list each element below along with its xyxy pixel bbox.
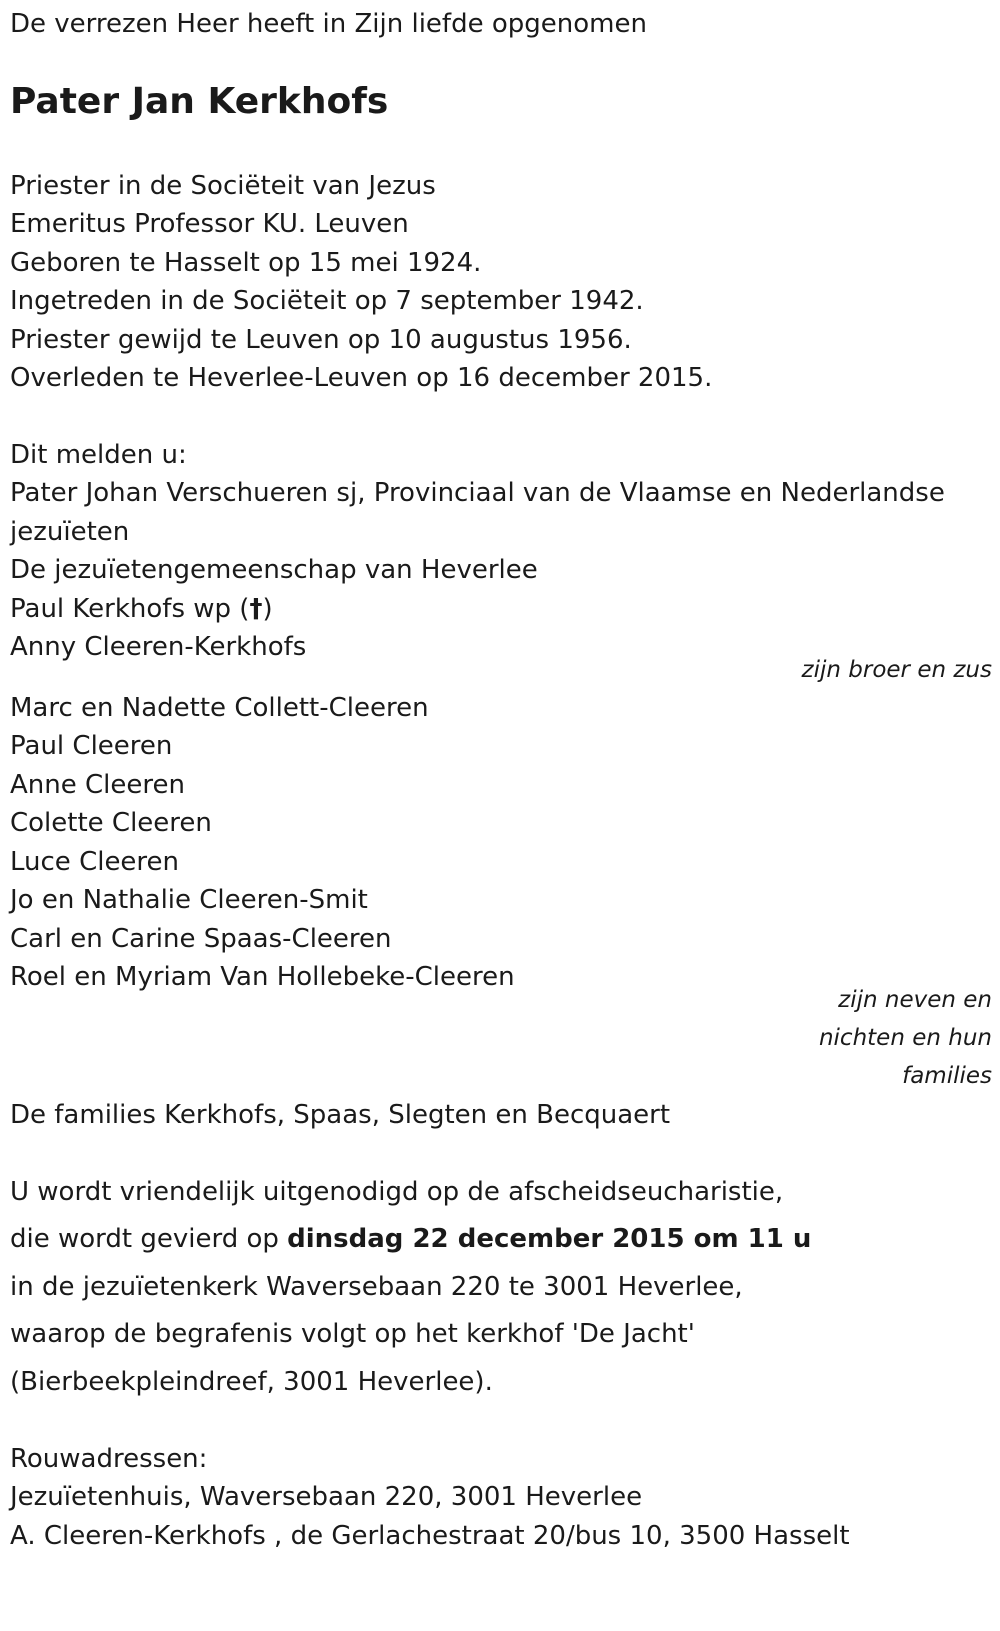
announcers-heading: Dit melden u: — [10, 440, 187, 470]
bio-line: Priester gewijd te Leuven op 10 augustus 1956. — [10, 325, 632, 355]
nephew-line: Marc en Nadette Collett-Cleeren — [10, 693, 429, 723]
relation-nephews-label: zijn neven en — [838, 987, 992, 1013]
relation-sibling-label: zijn broer en zus — [801, 657, 992, 683]
families-line: De families Kerkhofs, Spaas, Slegten en Becquaert — [10, 1100, 671, 1130]
nephew-line: Luce Cleeren — [10, 847, 180, 877]
nephew-line: Roel en Myriam Van Hollebeke-Cleeren — [10, 962, 515, 992]
nephew-line: Carl en Carine Spaas-Cleeren — [10, 924, 392, 954]
deceased-name: Pater Jan Kerkhofs — [10, 81, 389, 122]
cross-icon: † — [249, 594, 263, 624]
bio-line: Emeritus Professor KU. Leuven — [10, 209, 409, 239]
invitation-line: in de jezuïetenkerk Waversebaan 220 te 3001 Heverlee, — [10, 1272, 743, 1302]
invitation-line: U wordt vriendelijk uitgenodigd op de afscheidseucharistie, — [10, 1177, 784, 1207]
bio-line: Geboren te Hasselt op 15 mei 1924. — [10, 248, 482, 278]
bio-line: Overleden te Heverlee-Leuven op 16 december 2015. — [10, 363, 713, 393]
invitation-line-prefix: die wordt gevierd op — [10, 1224, 288, 1254]
bio-line: Priester in de Sociëteit van Jezus — [10, 171, 436, 201]
nephew-line: Anne Cleeren — [10, 770, 185, 800]
relation-nephews-label: families — [902, 1063, 992, 1089]
service-date-time: dinsdag 22 december 2015 om 11 u — [287, 1224, 812, 1254]
relation-nephews-label: nichten en hun — [818, 1025, 992, 1051]
announcer-line: jezuïeten — [10, 517, 130, 547]
nephew-line: Colette Cleeren — [10, 808, 212, 838]
intro-text: De verrezen Heer heeft in Zijn liefde opgenomen — [10, 9, 647, 39]
addresses-heading: Rouwadressen: — [10, 1444, 208, 1474]
announcer-line: Anny Cleeren-Kerkhofs — [10, 632, 307, 662]
nephew-line: Jo en Nathalie Cleeren-Smit — [10, 885, 368, 915]
announcer-line: De jezuïetengemeenschap van Heverlee — [10, 555, 538, 585]
nephew-line: Paul Cleeren — [10, 731, 173, 761]
announcer-line — [10, 593, 273, 625]
bio-line: Ingetreden in de Sociëteit op 7 september 1942. — [10, 286, 644, 316]
address-line: A. Cleeren-Kerkhofs , de Gerlachestraat 20/bus 10, 3500 Hasselt — [10, 1521, 850, 1551]
address-line: Jezuïetenhuis, Waversebaan 220, 3001 Heverlee — [10, 1482, 643, 1512]
invitation-line: (Bierbeekpleindreef, 3001 Heverlee). — [10, 1367, 493, 1397]
announcer-line-prefix: Paul Kerkhofs wp ( — [10, 594, 250, 624]
announcer-line-suffix: ) — [262, 594, 273, 624]
invitation-line — [10, 1223, 811, 1255]
invitation-line: waarop de begrafenis volgt op het kerkhof 'De Jacht' — [10, 1319, 695, 1349]
announcer-line: Pater Johan Verschueren sj, Provinciaal van de Vlaamse en Nederlandse — [10, 478, 945, 508]
